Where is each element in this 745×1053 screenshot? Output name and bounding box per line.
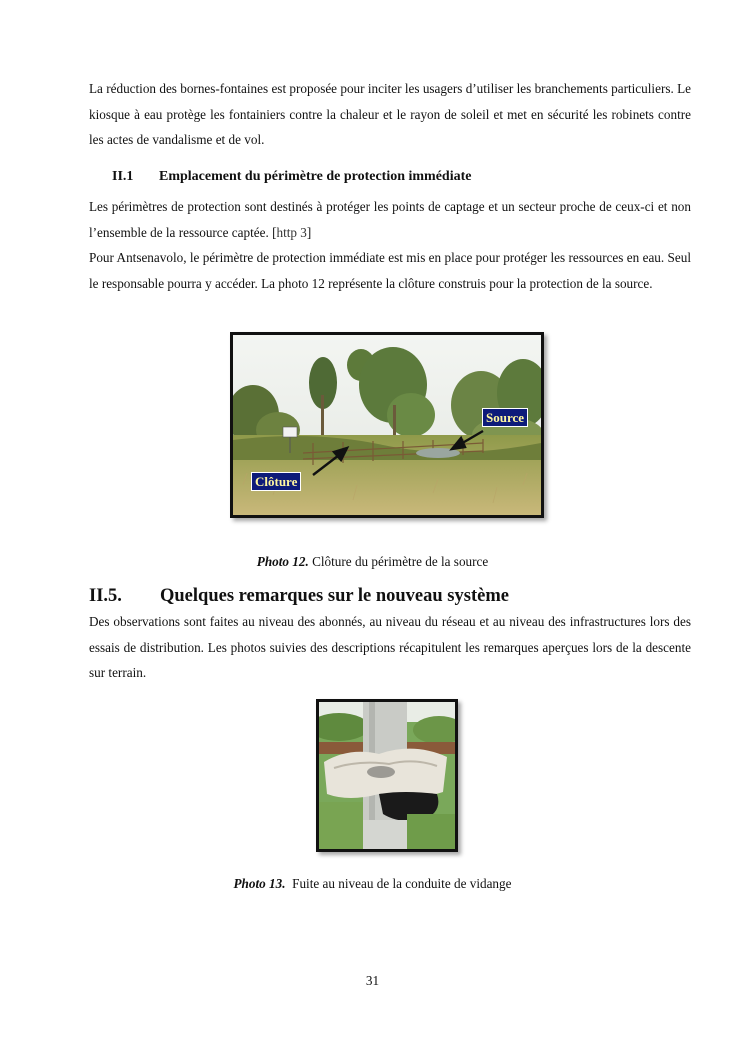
photo-13-image bbox=[319, 702, 455, 849]
source-label: Source bbox=[482, 408, 528, 427]
photo-13-fuite bbox=[316, 699, 458, 852]
photo-12-caption-text: Clôture du périmètre de la source bbox=[308, 554, 489, 569]
section-2-5-title: Quelques remarques sur le nouveau système bbox=[160, 586, 509, 606]
antsenavolo-paragraph: Pour Antsenavolo, le périmètre de protection immédiate est mis en place pour protéger les ressources en eau. Seul le responsable pourra y accéder. La photo 12 représente la clôture construis pour la protection de la source. bbox=[89, 250, 691, 291]
section-2-5-number: II.5. bbox=[89, 586, 122, 606]
photo-12-caption bbox=[0, 554, 745, 570]
photo-13-caption bbox=[0, 876, 745, 892]
photo-12-caption-label: Photo 12. bbox=[256, 554, 309, 569]
perimetres-text: Les périmètres de protection sont destinés à protéger les points de captage et un secteur proche de ceux-ci et non l’ensemble de la ressource captée. [ bbox=[89, 199, 691, 240]
perimetres-paragraph bbox=[89, 194, 691, 245]
section-2-1-heading bbox=[112, 169, 471, 185]
section-2-1-number: II.1 bbox=[112, 169, 134, 184]
photo-12-cloture bbox=[230, 332, 544, 518]
intro-paragraph: La réduction des bornes-fontaines est proposée pour inciter les usagers d’utiliser les branchements particuliers. Le kiosque à eau protège les fontainiers contre la chaleur et le rayon de soleil et met en sécurité les robinets contre les actes de vandalisme et de vol. bbox=[89, 81, 691, 147]
perimetres-bracket: ] bbox=[306, 224, 312, 240]
section-2-5-heading bbox=[89, 586, 509, 607]
reference-link[interactable]: http 3 bbox=[276, 224, 307, 240]
cloture-label: Clôture bbox=[251, 472, 301, 491]
page-number: 31 bbox=[365, 973, 380, 988]
photo-13-caption-label: Photo 13. bbox=[233, 876, 286, 891]
section-2-1-title: Emplacement du périmètre de protection immédiate bbox=[159, 169, 472, 184]
observations-paragraph: Des observations sont faites au niveau des abonnés, au niveau du réseau et au niveau des infrastructures lors des essais de distribution. Les photos suivies des descriptions récapitulent les remarques aperçues lors de la descente sur terrain. bbox=[89, 614, 691, 680]
photo-13-caption-text: Fuite au niveau de la conduite de vidange bbox=[285, 876, 512, 891]
